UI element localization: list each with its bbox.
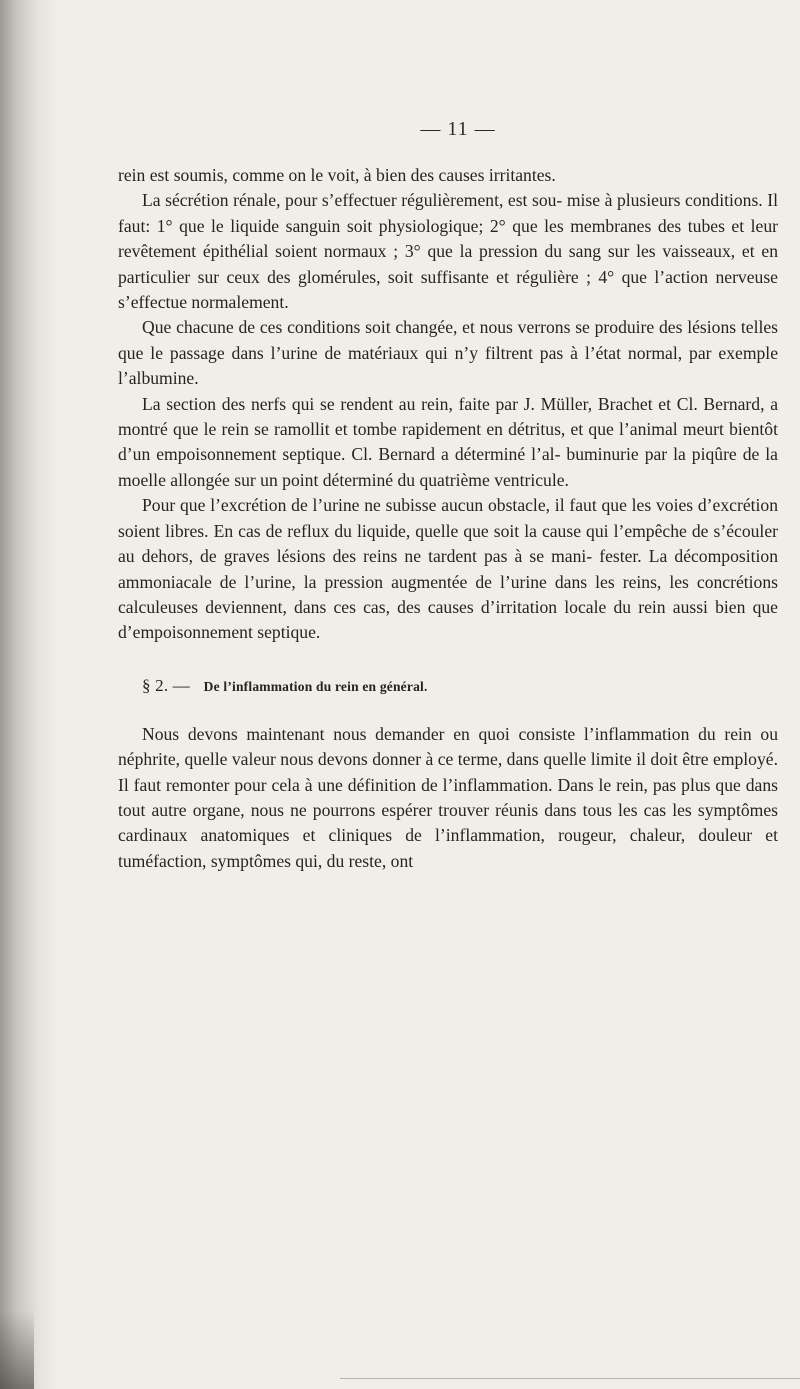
bottom-edge-line [340,1378,800,1379]
paragraph-6: Nous devons maintenant nous demander en quoi consiste l’inflammation du rein ou néphrite, quelle valeur nous devons donner à ce terme, dans quelle limite il doit être employé. Il faut remonter pour cela à une définition de l’inflammation. Dans le rein, pas plus que dans tout autre organe, nous ne pourrons espérer trouver réunis dans tous les cas les symptômes cardinaux anatomiques et cliniques de l’inflammation, rougeur, chaleur, douleur et tuméfaction, symptômes qui, du reste, ont [118,723,778,871]
book-spine-shadow [0,0,58,1389]
paragraph-2: La sécrétion rénale, pour s’effectuer régulièrement, est sou- mise à plusieurs conditions. Il faut: 1° que le liquide sanguin soit physiologique; 2° que les membranes des tubes et leur revêtement épithélial soient normaux ; 3° que la pression du sang sur les vaisseaux, et en particulier sur ceux des glomérules, soit suffisante et régulière ; 4° que l’action nerveuse s’effectue normalement. [118,190,778,313]
section-heading [118,676,778,696]
paragraph-4: La section des nerfs qui se rendent au rein, faite par J. Müller, Brachet et Cl. Bernard, a montré que le rein se ramollit et tombe rapidement en détritus, et que l’animal meurt bientôt d’un empoisonnement septique. Cl. Bernard a déterminé l’al- buminurie par la piqûre de la moelle allongée sur un point déterminé du quatrième ventricule. [118,393,778,490]
page-body [118,118,778,874]
page-edge-shadow [0,1310,34,1389]
paragraph-5: Pour que l’excrétion de l’urine ne subisse aucun obstacle, il faut que les voies d’excrétion soient libres. En cas de reflux du liquide, quelle que soit la cause qui l’empêche de s’écouler au dehors, de graves lésions des reins ne tardent pas à se mani- fester. La décomposition ammoniacale de l’urine, la pression augmentée de l’urine dans les reins, les concrétions calculeuses deviennent, dans ces cas, des causes d’irritation locale du rein aussi bien que d’empoisonnement septique. [118,495,778,643]
section-number: § 2. — [142,675,190,695]
section-title: De l’inflammation du rein en général. [203,678,428,694]
page-number: — 11 — [420,118,496,140]
paragraph-1: rein est soumis, comme on le voit, à bien des causes irritantes. [118,165,556,185]
paragraph-3: Que chacune de ces conditions soit changée, et nous verrons se produire des lésions telles que le passage dans l’urine de matériaux qui n’y filtrent pas à l’état normal, par exemple l’albumine. [118,317,778,389]
